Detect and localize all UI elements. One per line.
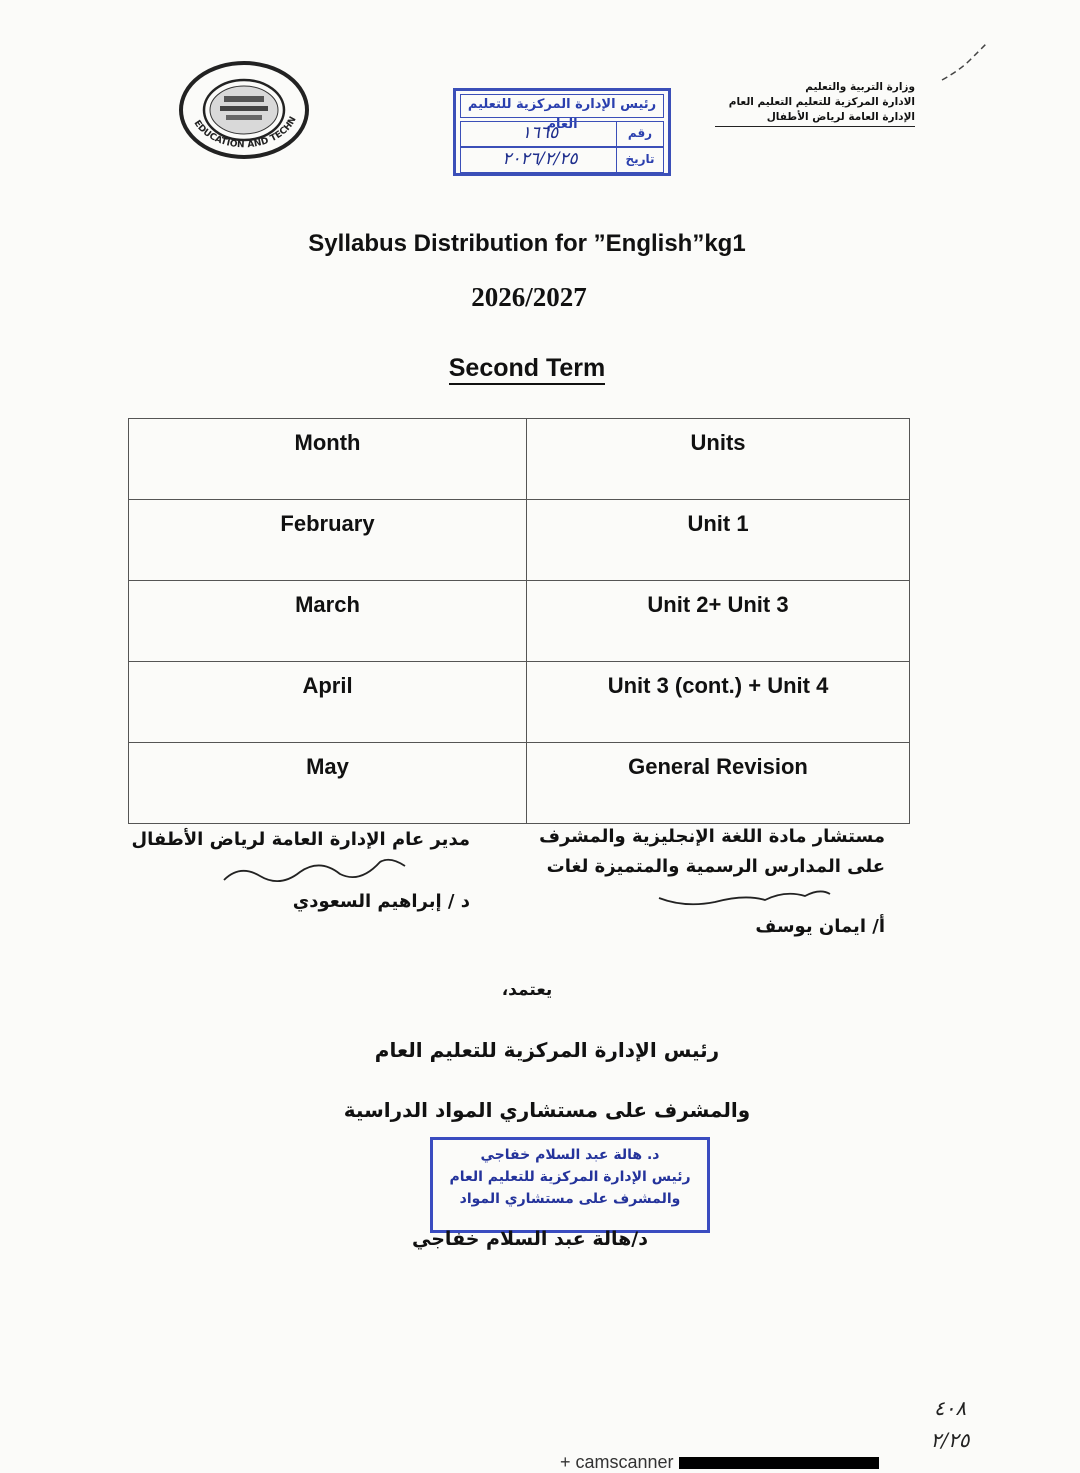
term-label: Second Term [449, 354, 606, 385]
signatory-title: مستشار مادة اللغة الإنجليزية والمشرف [539, 826, 885, 847]
pen-mark-icon [940, 40, 990, 90]
stamp-date-row [460, 147, 664, 173]
approval-stamp [430, 1137, 710, 1233]
approver-name: د/هالة عبد السلام خفاجي [412, 1228, 648, 1250]
month-cell: March [129, 581, 527, 662]
signature-block-left [130, 826, 470, 916]
approval-head-line-2: والمشرف على مستشاري المواد الدراسية [343, 1098, 751, 1122]
ministry-line: الإدارة العامة لرياض الأطفال [715, 110, 915, 127]
stamp-date-value: ٢٠٢٦/٢/٢٥ [502, 149, 578, 169]
ministry-seal-logo [178, 60, 310, 160]
month-cell: April [129, 662, 527, 743]
ministry-line: الادارة المركزية للتعليم التعليم العام [728, 96, 915, 108]
note-line: ٤٠٨ [933, 1396, 967, 1420]
receipt-stamp [453, 88, 671, 176]
term-heading [0, 354, 1054, 383]
signatory-name: د / إبراهيم السعودي [292, 891, 470, 912]
stamp-title: رئيس الإدارة المركزية للتعليم العام [460, 94, 664, 118]
ministry-header [715, 80, 915, 127]
approval-head-line-1: رئيس الإدارة المركزية للتعليم العام [374, 1038, 720, 1062]
ministry-line: وزارة التربية والتعليم [805, 81, 915, 93]
units-cell: Unit 3 (cont.) + Unit 4 [527, 662, 910, 743]
table-row [129, 662, 910, 743]
handwritten-note [905, 1392, 995, 1456]
stamp-number-value: ١٦٦٥ [521, 123, 559, 143]
handwritten-signature [130, 854, 470, 888]
units-cell: Unit 1 [527, 500, 910, 581]
stamp-line: د. هالة عبد السلام خفاجي [480, 1147, 660, 1163]
stamp-date-label: تاريخ [616, 148, 663, 172]
stamp-number-row [460, 121, 664, 147]
handwritten-signature [535, 882, 885, 912]
units-cell: Unit 2+ Unit 3 [527, 581, 910, 662]
stamp-line: رئيس الإدارة المركزية للتعليم العام [449, 1169, 691, 1185]
month-cell: May [129, 743, 527, 824]
footer-text: + camscanner [560, 1452, 674, 1472]
document-title: Syllabus Distribution for ”English”kg1 [308, 230, 746, 257]
signatory-title: مدير عام الإدارة العامة لرياض الأطفال [131, 829, 470, 850]
table-row [129, 743, 910, 824]
stamp-line: والمشرف على مستشاري المواد [459, 1191, 681, 1207]
signature-block-right [535, 822, 885, 942]
table-header-row [129, 419, 910, 500]
signatory-name: أ/ ايمان يوسف [755, 916, 885, 937]
month-cell: February [129, 500, 527, 581]
approval-label: يعتمد، [501, 980, 553, 1000]
column-header-units: Units [527, 419, 910, 500]
redaction-bar [679, 1457, 879, 1469]
units-cell: General Revision [527, 743, 910, 824]
column-header-month: Month [129, 419, 527, 500]
table-row [129, 581, 910, 662]
table-row [129, 500, 910, 581]
syllabus-table [128, 418, 910, 824]
note-line: ٢/٢٥ [930, 1428, 970, 1452]
svg-text:EDUCATION AND TECHNICAL: EDUCATION AND TECHN [191, 115, 299, 151]
signatory-title: على المدارس الرسمية والمتميزة لغات [546, 856, 885, 877]
stamp-number-label: رقم [616, 122, 663, 146]
academic-year: 2026/2027 [471, 282, 587, 312]
scanner-footer [560, 1452, 1080, 1472]
